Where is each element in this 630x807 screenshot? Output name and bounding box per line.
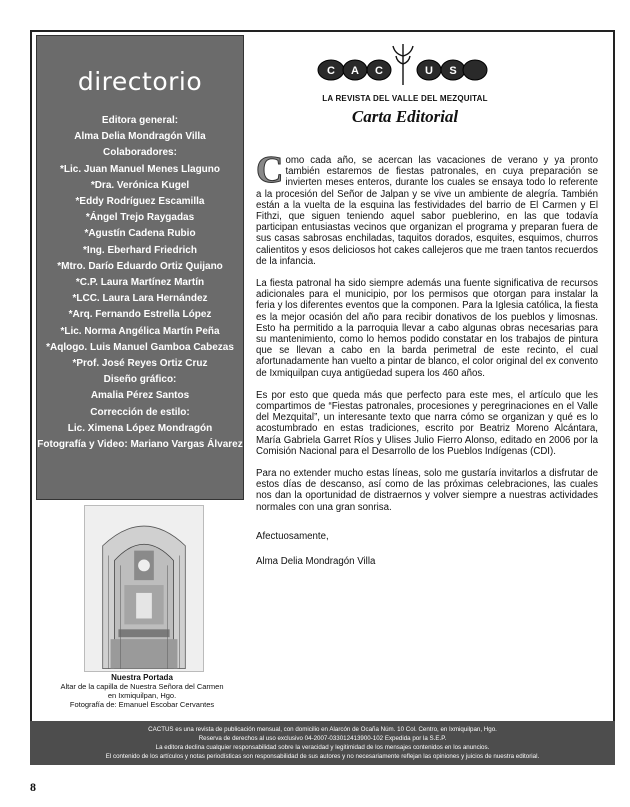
footer-line: La editora declina cualquier responsabilidad sobre la veracidad y legitimidad de los mensajes contenidos en los anuncios. bbox=[155, 744, 490, 751]
svg-text:U: U bbox=[425, 65, 433, 77]
directory-entry: *Ángel Trejo Raygadas bbox=[85, 212, 195, 224]
cactus-logo bbox=[317, 42, 489, 87]
directory-entry: *LCC. Laura Lara Hernández bbox=[72, 293, 208, 305]
paragraph-text: omo cada año, se acercan las vacaciones de verano y ya pronto también estaremos de fiestas patronales, en cuya preparación se invierten meses enteros, durante los cuales se ensaya todo lo referente a la procesión del Señor de Jalpan y se vive un ambiente de alegría. También están a la vuelta de la esquina las festividades del barrio de El Carmen y El Fithzi, que siguen teniendo aquel sabor pueblerino, en las que todavía participan entusiastas vecinos que organizan el programa y preparan fuera de sus casas sabrosas enchiladas, taquitos dorados, esquites, esquimos, churros calientitos y esos deliciosos hot cakes callejeros que me traen tantos recuerdos de la infancia. bbox=[256, 155, 598, 267]
directory-entry: *Eddy Rodríguez Escamilla bbox=[75, 196, 205, 208]
article-paragraph: Es por esto que queda más que perfecto para este mes, el artículo que les compartimos de “Fiestas patronales, procesiones y peregrinaciones en el Valle del Mezquital”, un interesante texto que narra cómo se organizan y qué es lo acostumbrado en estas tradiciones, escrito por Beatriz Moreno Alcántara, María Gabriela Garret Ríos y Ulises Julio Fierro Alonso, editado en 2006 por la Comisión Nacional para el Desarrollo de los Pueblos Indígenas (CDI). bbox=[256, 389, 598, 457]
directory-entry: *Lic. Juan Manuel Menes Llaguno bbox=[59, 163, 221, 175]
directory-title: directorio bbox=[77, 67, 203, 96]
cover-caption-line: en Ixmiquilpan, Hgo. bbox=[107, 691, 177, 700]
article-paragraph: La fiesta patronal ha sido siempre además una fuente significativa de recursos adicionales para el municipio, por los permisos que otorgan para instalar la feria y los diferentes eventos que la componen. Para la Iglesia católica, la fiesta es la mejor ocasión del año para recibir donativos de los pueblos y limosnas. Esto ha permitido a la parroquia llevar a cabo algunas obras necesarias para su mantenimiento, como lo hemos podido constatar en los trabajos de pintura que se llevan a cabo en la barda perimetral de este recinto, el cual afortunadamente han vuelto a pintar de blanco, el color original del ex convento de Ixmiquilpan cuya antigüedad supera los 460 años. bbox=[256, 278, 598, 379]
editorial-article bbox=[256, 149, 598, 581]
directory-entry: Editora general: bbox=[101, 115, 179, 126]
svg-text:A: A bbox=[351, 65, 359, 77]
directory-entry: *Mtro. Darío Eduardo Ortiz Quijano bbox=[57, 260, 223, 272]
directory-list bbox=[37, 113, 243, 453]
directory-entry: *Prof. José Reyes Ortiz Cruz bbox=[72, 358, 208, 370]
footer-line: El contenido de los artículos y notas periodísticas son responsabilidad de sus autores y no necesariamente reflejan las opiniones y juicios de nuestra editorial. bbox=[105, 753, 540, 760]
closing: Afectuosamente, bbox=[256, 530, 329, 542]
directory-entry: Amalia Pérez Santos bbox=[90, 390, 190, 402]
directory-entry: Corrección de estilo: bbox=[90, 406, 190, 418]
svg-text:C: C bbox=[375, 65, 383, 77]
directory-entry: Fotografía y Video: Mariano Vargas Álvarez bbox=[37, 439, 243, 451]
cover-title: Nuestra Portada bbox=[111, 673, 173, 682]
signature: Alma Delia Mondragón Villa bbox=[256, 556, 376, 568]
legal-footer bbox=[30, 721, 615, 765]
directory-entry: *Lic. Norma Angélica Martín Peña bbox=[60, 325, 220, 337]
directory-entry: Colaboradores: bbox=[103, 147, 177, 159]
footer-line: Reserva de derechos al uso exclusivo 04-2007-033012413900-102 Expedida por la S.E.P. bbox=[198, 735, 447, 742]
directory-entry: Lic. Ximena López Mondragón bbox=[67, 422, 213, 434]
directory-entry: *C.P. Laura Martínez Martín bbox=[75, 277, 205, 289]
svg-text:S: S bbox=[449, 65, 457, 77]
directory-entry: *Arq. Fernando Estrella López bbox=[68, 309, 212, 321]
signoff bbox=[256, 531, 598, 567]
directory-entry: Alma Delia Mondragón Villa bbox=[74, 131, 206, 143]
dropcap: C bbox=[256, 149, 284, 191]
cover-photo bbox=[84, 505, 204, 672]
cover-caption-line: Altar de la capilla de Nuestra Señora del Carmen bbox=[60, 682, 224, 691]
magazine-tagline: LA REVISTA DEL VALLE DEL MEZQUITAL bbox=[322, 94, 488, 103]
directory-entry: *Dra. Verónica Kugel bbox=[90, 179, 190, 191]
footer-line: CACTUS es una revista de publicación mensual, con domicilio en Alarcón de Ocaña Núm. 10 Col. Centro, en Ixmiquilpan, Hgo. bbox=[148, 726, 497, 733]
page-number: 8 bbox=[30, 780, 36, 794]
section-title: Carta Editorial bbox=[351, 107, 459, 126]
directory-entry: *Agustín Cadena Rubio bbox=[84, 228, 196, 240]
svg-text:C: C bbox=[327, 65, 335, 77]
cover-caption-line: Fotografía de: Emanuel Escobar Cervantes bbox=[69, 700, 215, 709]
directory-entry: *Aqlogo. Luis Manuel Gamboa Cabezas bbox=[46, 341, 234, 353]
cover-caption bbox=[38, 673, 246, 709]
directory-entry: *Ing. Eberhard Friedrich bbox=[83, 244, 197, 256]
article-paragraph: Para no extender mucho estas líneas, solo me gustaría invitarlos a disfrutar de estos días de descanso, así como de las próximas celebraciones, las cuales nos dan la oportunidad de distraernos y volver siempre a nuestras actividades normales con una gran sonrisa. bbox=[256, 468, 598, 513]
directory-entry: Diseño gráfico: bbox=[103, 374, 177, 386]
directory-panel bbox=[36, 35, 244, 500]
article-paragraph bbox=[256, 149, 598, 267]
